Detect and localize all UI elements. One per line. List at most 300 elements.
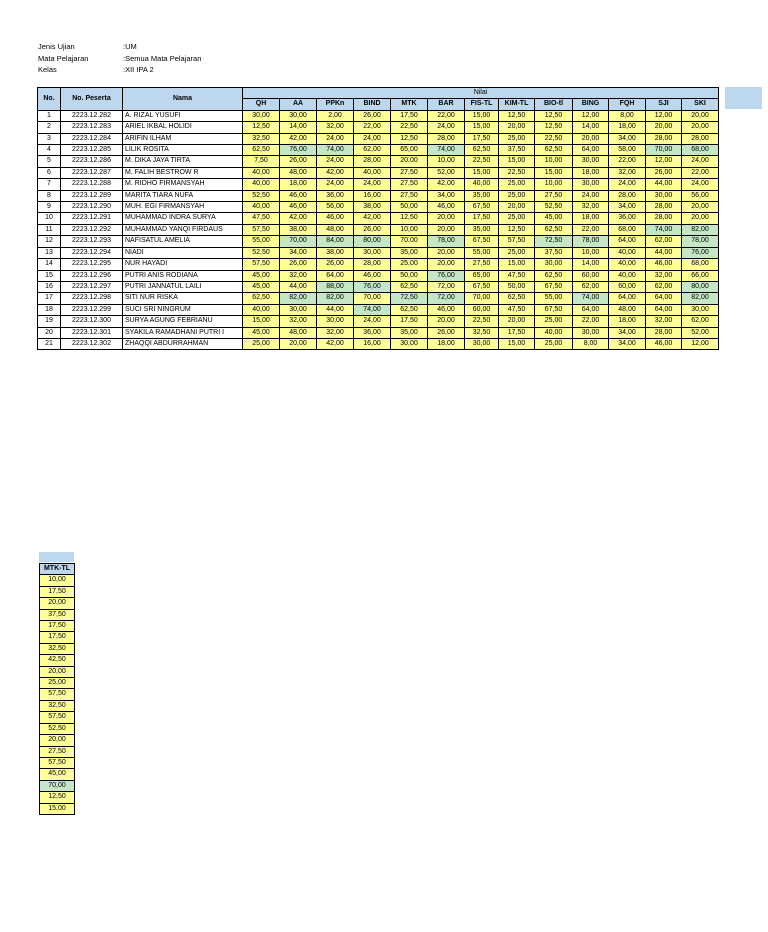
score-cell: 14,00 xyxy=(573,259,609,270)
student-name: NUR HAYADI xyxy=(123,259,243,270)
score-cell: 34,00 xyxy=(280,247,317,258)
score-cell: 18,00 xyxy=(280,179,317,190)
score-cell: 28,00 xyxy=(646,213,682,224)
score-cell: 32,00 xyxy=(646,316,682,327)
mtk-value: 17,50 xyxy=(40,586,75,597)
student-name: NIADI xyxy=(123,247,243,258)
row-number: 19 xyxy=(38,316,61,327)
score-cell: 64,00 xyxy=(317,270,354,281)
score-cell: 62,50 xyxy=(391,304,428,315)
score-cell: 68,00 xyxy=(609,224,646,235)
score-cell: 28,00 xyxy=(354,259,391,270)
score-cell: 18,00 xyxy=(428,338,465,349)
table-row xyxy=(38,202,719,213)
table-row xyxy=(38,293,719,304)
mtk-row xyxy=(40,780,75,791)
score-cell: 37,50 xyxy=(499,145,535,156)
score-cell: 36,00 xyxy=(317,190,354,201)
row-number: 6 xyxy=(38,167,61,178)
score-cell: 17,50 xyxy=(465,213,499,224)
score-cell: 62,00 xyxy=(682,316,719,327)
mtk-value: 32,50 xyxy=(40,700,75,711)
score-cell: 8,00 xyxy=(573,338,609,349)
mtk-row xyxy=(40,609,75,620)
exam-meta xyxy=(38,41,201,76)
score-cell: 30,00 xyxy=(317,316,354,327)
student-name: SITI NUR RISKA xyxy=(123,293,243,304)
score-cell: 12,00 xyxy=(646,156,682,167)
score-cell: 52,50 xyxy=(243,190,280,201)
header-no: No. xyxy=(38,88,61,111)
mtk-value: 57,50 xyxy=(40,712,75,723)
score-cell: 15,00 xyxy=(499,338,535,349)
score-cell: 22,50 xyxy=(465,156,499,167)
mtk-row xyxy=(40,621,75,632)
score-cell: 30,00 xyxy=(573,327,609,338)
subject-header: BAR xyxy=(428,99,465,110)
meta-row xyxy=(38,41,201,53)
score-cell: 62,50 xyxy=(535,145,573,156)
score-cell: 12,50 xyxy=(535,122,573,133)
score-cell: 22,50 xyxy=(535,133,573,144)
score-cell: 25,00 xyxy=(499,179,535,190)
mtk-value: 45,00 xyxy=(40,769,75,780)
mtk-row xyxy=(40,769,75,780)
score-cell: 20,00 xyxy=(646,122,682,133)
score-cell: 62,00 xyxy=(646,281,682,292)
mtk-value: 25,00 xyxy=(40,678,75,689)
score-cell: 25,00 xyxy=(535,316,573,327)
score-cell: 15,00 xyxy=(465,122,499,133)
student-name: SYAKILA RAMADHANI PUTRI I xyxy=(123,327,243,338)
score-cell: 24,00 xyxy=(682,156,719,167)
participant-number: 2223.12.297 xyxy=(61,281,123,292)
score-cell: 32,50 xyxy=(243,133,280,144)
table-row xyxy=(38,156,719,167)
score-cell: 22,50 xyxy=(465,316,499,327)
score-cell: 40,00 xyxy=(243,304,280,315)
row-number: 8 xyxy=(38,190,61,201)
score-cell: 12,50 xyxy=(391,213,428,224)
row-number: 21 xyxy=(38,338,61,349)
score-cell: 62,50 xyxy=(243,145,280,156)
table-row xyxy=(38,304,719,315)
table-row xyxy=(38,236,719,247)
student-name: MUH. EGI FIRMANSYAH xyxy=(123,202,243,213)
score-cell: 35,00 xyxy=(465,190,499,201)
score-cell: 24,00 xyxy=(573,190,609,201)
mtk-value: 70,00 xyxy=(40,780,75,791)
score-cell: 20,00 xyxy=(682,213,719,224)
row-number: 10 xyxy=(38,213,61,224)
table-row xyxy=(38,145,719,156)
mtk-value: 42,50 xyxy=(40,655,75,666)
row-number: 2 xyxy=(38,122,61,133)
row-number: 17 xyxy=(38,293,61,304)
score-cell: 12,50 xyxy=(499,224,535,235)
score-cell: 82,00 xyxy=(317,293,354,304)
score-cell: 30,00 xyxy=(573,156,609,167)
score-cell: 80,00 xyxy=(682,281,719,292)
score-cell: 32,00 xyxy=(280,316,317,327)
score-cell: 62,50 xyxy=(499,293,535,304)
score-cell: 64,00 xyxy=(573,304,609,315)
table-row xyxy=(38,110,719,121)
score-cell: 28,00 xyxy=(682,133,719,144)
participant-number: 2223.12.282 xyxy=(61,110,123,121)
score-cell: 30,00 xyxy=(243,110,280,121)
table-row xyxy=(38,133,719,144)
participant-number: 2223.12.301 xyxy=(61,327,123,338)
table-row xyxy=(38,213,719,224)
score-cell: 20,00 xyxy=(428,213,465,224)
score-cell: 15,00 xyxy=(499,259,535,270)
score-cell: 38,00 xyxy=(280,224,317,235)
meta-value: :XII IPA 2 xyxy=(123,65,154,74)
student-name: MUHAMMAD INDRA SURYA xyxy=(123,213,243,224)
header-nama: Nama xyxy=(123,88,243,111)
score-cell: 42,00 xyxy=(354,213,391,224)
score-cell: 17,50 xyxy=(391,110,428,121)
score-cell: 35,00 xyxy=(465,224,499,235)
score-cell: 46,00 xyxy=(646,259,682,270)
score-cell: 82,00 xyxy=(682,293,719,304)
score-cell: 26,00 xyxy=(280,259,317,270)
score-cell: 2,00 xyxy=(317,110,354,121)
score-cell: 82,00 xyxy=(682,224,719,235)
score-cell: 20,00 xyxy=(391,156,428,167)
subject-header: QH xyxy=(243,99,280,110)
row-number: 20 xyxy=(38,327,61,338)
participant-number: 2223.12.288 xyxy=(61,179,123,190)
mtk-value: 15,00 xyxy=(40,803,75,814)
score-cell: 12,00 xyxy=(646,110,682,121)
score-cell: 25,00 xyxy=(499,190,535,201)
score-cell: 25,00 xyxy=(499,213,535,224)
table-row xyxy=(38,224,719,235)
score-cell: 10,00 xyxy=(573,247,609,258)
score-cell: 67,50 xyxy=(465,236,499,247)
score-cell: 32,50 xyxy=(465,327,499,338)
score-cell: 78,00 xyxy=(682,236,719,247)
score-cell: 25,00 xyxy=(499,133,535,144)
score-cell: 18,00 xyxy=(573,213,609,224)
score-cell: 22,00 xyxy=(573,316,609,327)
mtk-value: 57,50 xyxy=(40,757,75,768)
subject-header: BIND xyxy=(354,99,391,110)
score-cell: 74,00 xyxy=(573,293,609,304)
row-number: 18 xyxy=(38,304,61,315)
participant-number: 2223.12.299 xyxy=(61,304,123,315)
mtk-row xyxy=(40,700,75,711)
score-cell: 28,00 xyxy=(428,133,465,144)
score-cell: 60,00 xyxy=(573,270,609,281)
score-cell: 44,00 xyxy=(646,247,682,258)
score-cell: 12,50 xyxy=(391,133,428,144)
score-cell: 48,00 xyxy=(609,304,646,315)
score-cell: 25,00 xyxy=(535,338,573,349)
participant-number: 2223.12.285 xyxy=(61,145,123,156)
score-cell: 70,00 xyxy=(391,236,428,247)
row-number: 7 xyxy=(38,179,61,190)
participant-number: 2223.12.292 xyxy=(61,224,123,235)
subject-header: MTK xyxy=(391,99,428,110)
score-cell: 68,00 xyxy=(682,259,719,270)
mtk-tl-table xyxy=(39,563,75,815)
score-cell: 56,00 xyxy=(682,190,719,201)
score-cell: 32,00 xyxy=(609,167,646,178)
score-cell: 48,00 xyxy=(317,224,354,235)
score-cell: 62,00 xyxy=(354,145,391,156)
mtk-value: 37,50 xyxy=(40,609,75,620)
score-cell: 72,50 xyxy=(391,293,428,304)
score-cell: 55,00 xyxy=(465,247,499,258)
mtk-value: 20,00 xyxy=(40,666,75,677)
score-cell: 30,00 xyxy=(280,304,317,315)
score-cell: 14,00 xyxy=(280,122,317,133)
score-cell: 18,00 xyxy=(609,316,646,327)
mtk-value: 17,50 xyxy=(40,632,75,643)
student-name: ARIFIN ILHAM xyxy=(123,133,243,144)
score-cell: 46,00 xyxy=(646,338,682,349)
score-cell: 36,00 xyxy=(609,213,646,224)
score-cell: 44,00 xyxy=(646,179,682,190)
score-cell: 22,00 xyxy=(609,156,646,167)
score-cell: 20,00 xyxy=(682,202,719,213)
table-row xyxy=(38,270,719,281)
score-cell: 45,00 xyxy=(243,281,280,292)
row-number: 5 xyxy=(38,156,61,167)
score-cell: 27,50 xyxy=(391,190,428,201)
score-cell: 68,00 xyxy=(682,145,719,156)
score-cell: 17,50 xyxy=(465,133,499,144)
score-cell: 24,00 xyxy=(317,156,354,167)
subject-header: PPKn xyxy=(317,99,354,110)
score-cell: 20,00 xyxy=(682,122,719,133)
header-extension xyxy=(725,87,762,109)
score-cell: 70,00 xyxy=(354,293,391,304)
score-cell: 74,00 xyxy=(646,224,682,235)
score-cell: 30,00 xyxy=(646,190,682,201)
score-cell: 30,00 xyxy=(391,338,428,349)
student-name: SURYA AGUNG FEBRIANU xyxy=(123,316,243,327)
score-cell: 52,50 xyxy=(243,247,280,258)
score-cell: 22,50 xyxy=(391,122,428,133)
score-cell: 24,00 xyxy=(317,179,354,190)
score-cell: 72,50 xyxy=(535,236,573,247)
score-cell: 60,00 xyxy=(465,304,499,315)
score-cell: 47,50 xyxy=(243,213,280,224)
score-cell: 30,00 xyxy=(354,247,391,258)
student-name: PUTRI JANNATUL LAILI xyxy=(123,281,243,292)
score-cell: 26,00 xyxy=(317,259,354,270)
score-cell: 46,00 xyxy=(354,270,391,281)
score-cell: 47,50 xyxy=(499,270,535,281)
score-cell: 74,00 xyxy=(354,304,391,315)
table-row xyxy=(38,167,719,178)
score-cell: 67,50 xyxy=(535,304,573,315)
score-cell: 52,00 xyxy=(682,327,719,338)
score-cell: 28,00 xyxy=(354,156,391,167)
mtk-value: 17,50 xyxy=(40,621,75,632)
mtk-row xyxy=(40,575,75,586)
row-number: 16 xyxy=(38,281,61,292)
student-name: SUCI SRI NINGRUM xyxy=(123,304,243,315)
mtk-value: 20,00 xyxy=(40,598,75,609)
score-cell: 50,00 xyxy=(391,202,428,213)
mtk-row xyxy=(40,643,75,654)
mtk-row xyxy=(40,666,75,677)
score-cell: 15,00 xyxy=(465,110,499,121)
score-cell: 55,00 xyxy=(535,293,573,304)
score-cell: 27,50 xyxy=(391,167,428,178)
subject-header: FIS-TL xyxy=(465,99,499,110)
subject-header: SKI xyxy=(682,99,719,110)
participant-number: 2223.12.289 xyxy=(61,190,123,201)
score-cell: 12,00 xyxy=(682,338,719,349)
score-cell: 12,50 xyxy=(499,110,535,121)
score-cell: 40,00 xyxy=(465,179,499,190)
score-cell: 70,00 xyxy=(465,293,499,304)
score-cell: 64,00 xyxy=(646,293,682,304)
score-cell: 14,00 xyxy=(573,122,609,133)
mtk-value: 10,00 xyxy=(40,575,75,586)
student-name: MARITA TIARA NUFA xyxy=(123,190,243,201)
student-name: LILIK ROSITA xyxy=(123,145,243,156)
student-name: A. RIZAL YUSUFI xyxy=(123,110,243,121)
mtk-row xyxy=(40,735,75,746)
score-cell: 15,00 xyxy=(535,167,573,178)
score-cell: 18,00 xyxy=(609,122,646,133)
score-cell: 12,00 xyxy=(573,110,609,121)
score-cell: 40,00 xyxy=(609,270,646,281)
score-cell: 24,00 xyxy=(428,122,465,133)
score-cell: 34,00 xyxy=(428,190,465,201)
score-cell: 50,00 xyxy=(391,270,428,281)
score-cell: 46,00 xyxy=(280,202,317,213)
score-cell: 28,00 xyxy=(646,327,682,338)
score-cell: 17,50 xyxy=(499,327,535,338)
score-cell: 34,00 xyxy=(609,338,646,349)
score-cell: 52,50 xyxy=(535,202,573,213)
score-cell: 40,00 xyxy=(243,179,280,190)
score-cell: 24,00 xyxy=(354,133,391,144)
participant-number: 2223.12.298 xyxy=(61,293,123,304)
mtk-row xyxy=(40,586,75,597)
table-row xyxy=(38,259,719,270)
score-cell: 64,00 xyxy=(573,145,609,156)
header-nilai: Nilai xyxy=(243,88,719,99)
score-cell: 38,00 xyxy=(354,202,391,213)
meta-label: Mata Pelajaran xyxy=(38,53,89,63)
score-cell: 66,00 xyxy=(682,270,719,281)
score-cell: 74,00 xyxy=(317,145,354,156)
score-cell: 62,00 xyxy=(646,236,682,247)
score-cell: 26,00 xyxy=(428,327,465,338)
mtk-value: 12,50 xyxy=(40,792,75,803)
score-cell: 34,00 xyxy=(609,133,646,144)
score-cell: 42,00 xyxy=(317,167,354,178)
score-cell: 47,50 xyxy=(499,304,535,315)
score-cell: 18,00 xyxy=(573,167,609,178)
score-cell: 72,00 xyxy=(428,293,465,304)
score-cell: 48,00 xyxy=(280,327,317,338)
meta-row xyxy=(38,53,201,65)
score-cell: 60,00 xyxy=(609,281,646,292)
score-cell: 10,00 xyxy=(391,224,428,235)
score-cell: 57,50 xyxy=(243,259,280,270)
score-cell: 7,50 xyxy=(243,156,280,167)
score-cell: 50,00 xyxy=(499,281,535,292)
score-cell: 40,00 xyxy=(609,247,646,258)
participant-number: 2223.12.302 xyxy=(61,338,123,349)
subject-header: SJI xyxy=(646,99,682,110)
mtk-row xyxy=(40,678,75,689)
student-name: MUHAMMAD YANQI FIRDAUS xyxy=(123,224,243,235)
score-cell: 36,00 xyxy=(354,327,391,338)
score-cell: 62,50 xyxy=(535,224,573,235)
score-cell: 20,00 xyxy=(428,224,465,235)
score-cell: 17,50 xyxy=(391,316,428,327)
score-cell: 62,00 xyxy=(573,281,609,292)
score-cell: 72,00 xyxy=(428,281,465,292)
mtk-value: 32,50 xyxy=(40,643,75,654)
score-cell: 76,00 xyxy=(280,145,317,156)
score-cell: 32,00 xyxy=(280,270,317,281)
score-cell: 67,50 xyxy=(535,281,573,292)
score-cell: 40,00 xyxy=(243,167,280,178)
score-cell: 62,50 xyxy=(391,281,428,292)
score-cell: 64,00 xyxy=(609,293,646,304)
meta-label: Kelas xyxy=(38,65,57,74)
table-row xyxy=(38,316,719,327)
score-cell: 20,00 xyxy=(499,202,535,213)
table-row xyxy=(38,122,719,133)
score-cell: 12,50 xyxy=(243,122,280,133)
mtk-header-top xyxy=(39,552,74,562)
score-cell: 64,00 xyxy=(646,304,682,315)
subject-header: BIO-tl xyxy=(535,99,573,110)
score-cell: 34,00 xyxy=(609,327,646,338)
header-peserta: No. Peserta xyxy=(61,88,123,111)
score-cell: 32,00 xyxy=(317,327,354,338)
row-number: 14 xyxy=(38,259,61,270)
table-row xyxy=(38,179,719,190)
table-row xyxy=(38,281,719,292)
mtk-row xyxy=(40,632,75,643)
score-cell: 65,00 xyxy=(465,270,499,281)
score-cell: 27,50 xyxy=(465,259,499,270)
score-cell: 40,00 xyxy=(354,167,391,178)
score-cell: 10,00 xyxy=(428,156,465,167)
score-cell: 55,00 xyxy=(243,236,280,247)
score-cell: 45,00 xyxy=(535,213,573,224)
score-cell: 16,00 xyxy=(354,190,391,201)
score-cell: 57,50 xyxy=(499,236,535,247)
score-cell: 42,00 xyxy=(428,179,465,190)
score-cell: 20,00 xyxy=(428,316,465,327)
meta-value: :UM xyxy=(123,42,137,51)
score-cell: 20,00 xyxy=(499,316,535,327)
row-number: 13 xyxy=(38,247,61,258)
score-cell: 46,00 xyxy=(428,304,465,315)
score-cell: 26,00 xyxy=(646,167,682,178)
mtk-row xyxy=(40,792,75,803)
score-cell: 20,00 xyxy=(682,110,719,121)
score-cell: 32,00 xyxy=(573,202,609,213)
table-row xyxy=(38,190,719,201)
meta-value: :Semua Mata Pelajaran xyxy=(123,53,202,63)
